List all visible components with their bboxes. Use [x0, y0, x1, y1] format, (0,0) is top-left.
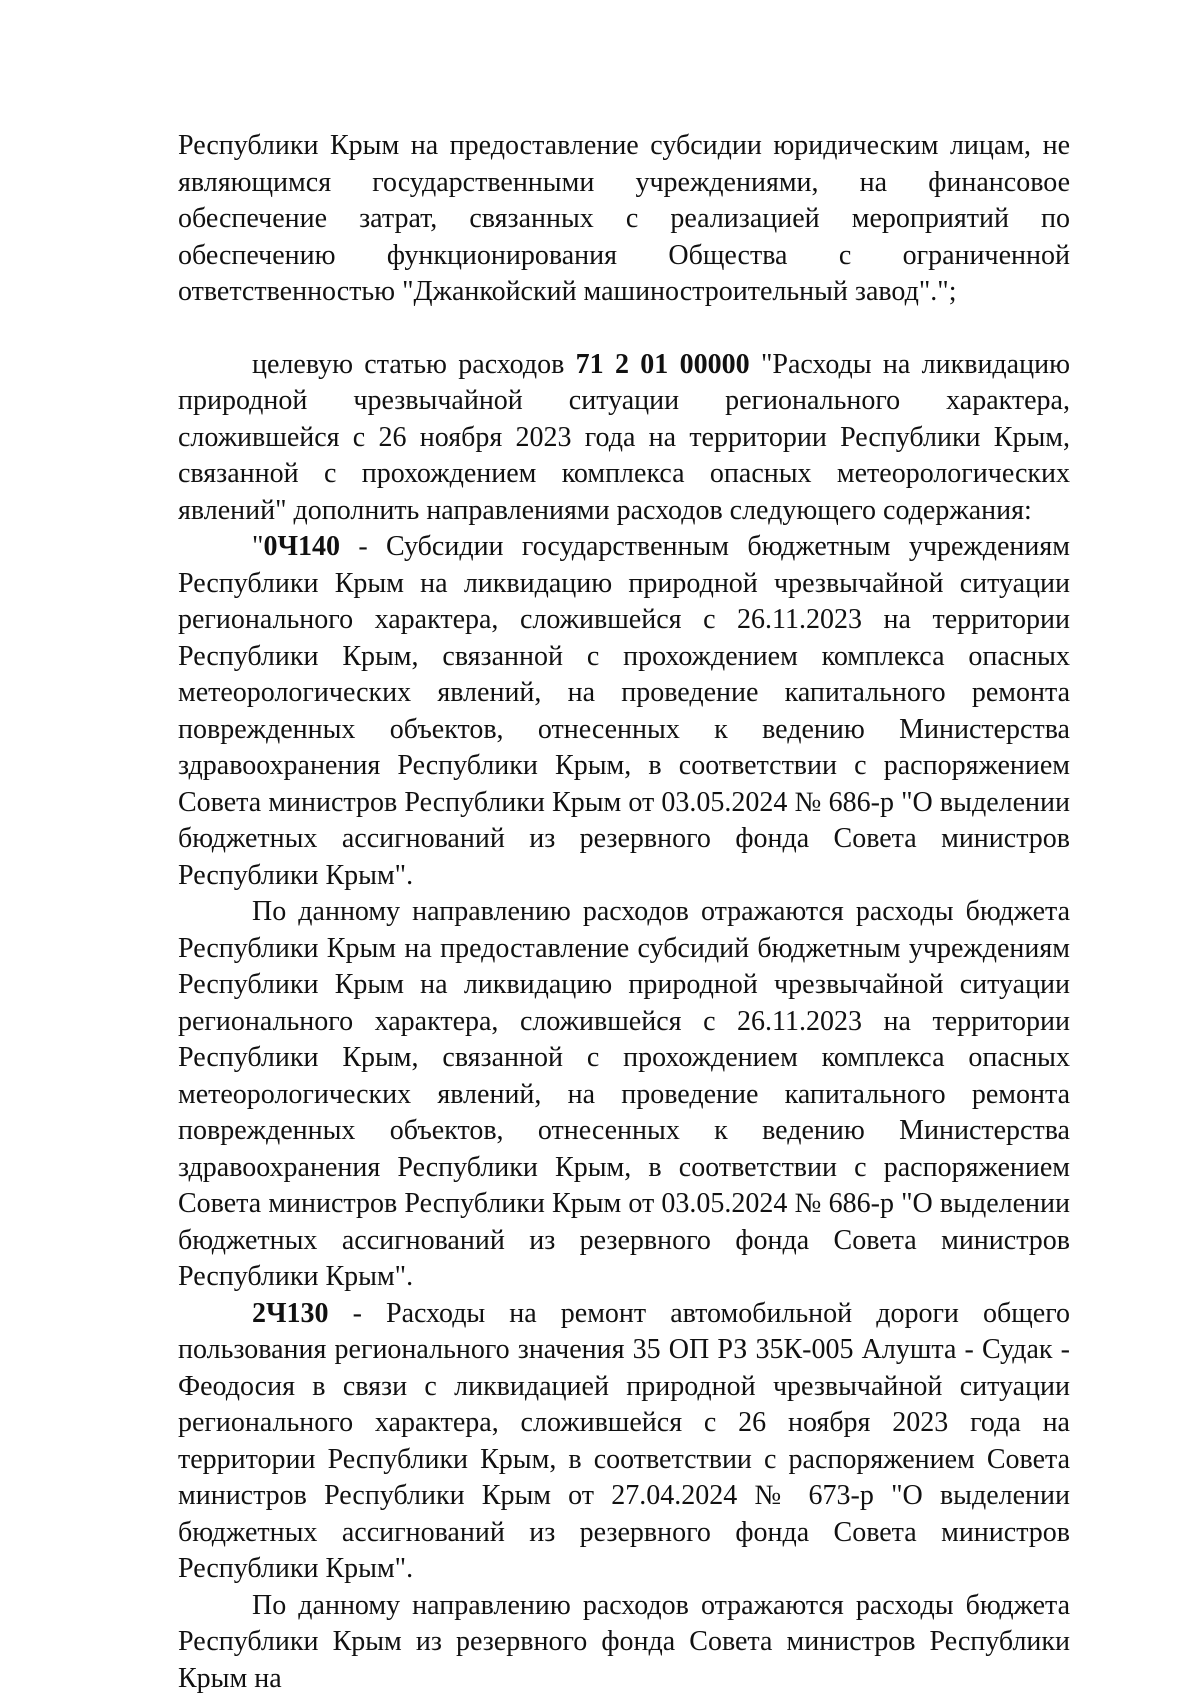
budget-code: 0Ч140 — [263, 531, 340, 562]
paragraph-text: "Расходы на ликвидацию природной чрезвычайной ситуации регионального характера, сложившейся с 26 ноября 2023 года на территории Республики Крым, связанной с прохождением комплекса опасных метеорологических явлений" дополнить направлениями расходов следующего содержания: — [178, 349, 1070, 526]
paragraph-gap — [178, 311, 1070, 347]
paragraph-2ch130-description — [178, 1588, 1070, 1697]
paragraph-2ch130 — [178, 1296, 1070, 1588]
budget-code: 71 2 01 00000 — [576, 349, 750, 380]
paragraph-text: Республики Крым на предоставление субсидии юридическим лицам, не являющимся государственными учреждениями, на финансовое обеспечение затрат, связанных с реализацией мероприятий по обеспечению функционирования Общества с ограниченной ответственностью "Джанкойский машиностроительный завод"."; — [178, 130, 1070, 307]
paragraph-text: По данному направлению расходов отражаются расходы бюджета Республики Крым из резервного фонда Совета министров Республики Крым на — [178, 1590, 1070, 1694]
paragraph-continuation — [178, 128, 1070, 311]
paragraph-text: По данному направлению расходов отражаются расходы бюджета Республики Крым на предоставление субсидий бюджетным учреждениям Республики Крым на ликвидацию природной чрезвычайной ситуации регионального характера, сложившейся с 26.11.2023 на территории Республики Крым, связанной с прохождением комплекса опасных метеорологических явлений, на проведение капитального ремонта поврежденных объектов, отнесенных к ведению Министерства здравоохранения Республики Крым, в соответствии с распоряжением Совета министров Республики Крым от 03.05.2024 № 686-р "О выделении бюджетных ассигнований из резервного фонда Совета министров Республики Крым". — [178, 896, 1070, 1292]
paragraph-target-article — [178, 347, 1070, 530]
budget-code: 2Ч130 — [252, 1298, 329, 1329]
paragraph-0ch140 — [178, 529, 1070, 894]
paragraph-text: - Расходы на ремонт автомобильной дороги общего пользования регионального значения 35 ОП РЗ 35К-005 Алушта - Судак - Феодосия в связи с ликвидацией природной чрезвычайной ситуации регионального характера, сложившейся с 26 ноября 2023 года на территории Республики Крым, в соответствии с распоряжением Совета министров Республики Крым от 27.04.2024 № 673-р "О выделении бюджетных ассигнований из резервного фонда Совета министров Республики Крым". — [178, 1298, 1070, 1585]
paragraph-text: - Субсидии государственным бюджетным учреждениям Республики Крым на ликвидацию природной чрезвычайной ситуации регионального характера, сложившейся с 26.11.2023 на территории Республики Крым, связанной с прохождением комплекса опасных метеорологических явлений, на проведение капитального ремонта поврежденных объектов, отнесенных к ведению Министерства здравоохранения Республики Крым, в соответствии с распоряжением Совета министров Республики Крым от 03.05.2024 № 686-р "О выделении бюджетных ассигнований из резервного фонда Совета министров Республики Крым". — [178, 531, 1070, 891]
paragraph-prefix: " — [252, 531, 263, 562]
paragraph-0ch140-description — [178, 894, 1070, 1296]
document-page — [178, 128, 1070, 1697]
paragraph-prefix: целевую статью расходов — [252, 349, 576, 380]
